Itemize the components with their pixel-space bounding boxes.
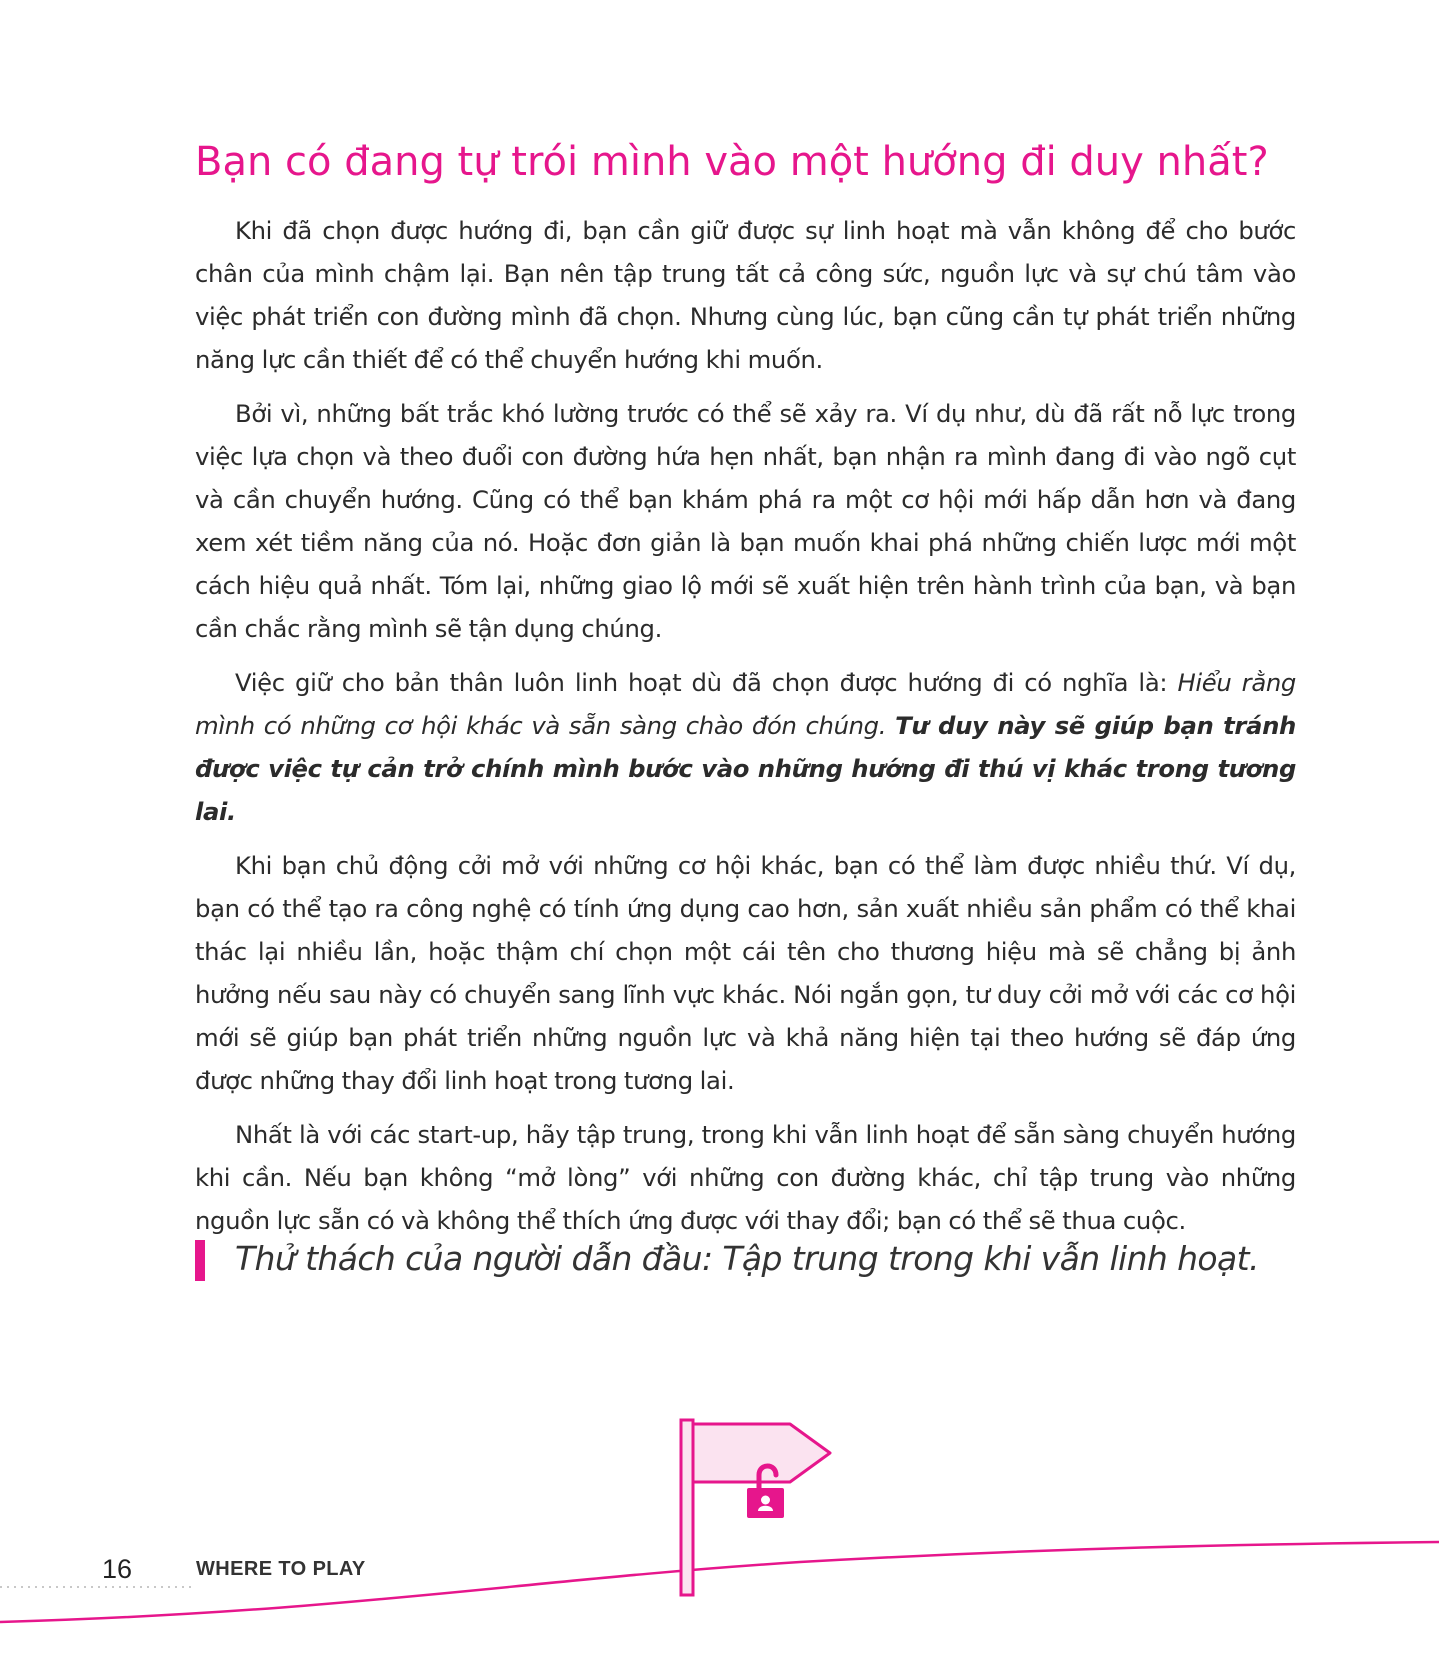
paragraph-3-italic: Hiểu rằng mình có những cơ hội khác và sẵn sàng chào đón chúng. [195, 668, 1296, 740]
paragraph-4: Khi bạn chủ động cởi mở với những cơ hội khác, bạn có thể làm được nhiều thứ. Ví dụ, bạn có thể tạo ra công nghệ có tính ứng dụng cao hơn, sản xuất nhiều sản phẩm có thể khai thác lại nhiều lần, hoặc thậm chí chọn một cái tên cho thương hiệu mà sẽ chẳng bị ảnh hưởng nếu sau này có chuyển sang lĩnh vực khác. Nói ngắn gọn, tư duy cởi mở với các cơ hội mới sẽ giúp bạn phát triển những nguồn lực và khả năng hiện tại theo hướng sẽ đáp ứng được những thay đổi linh hoạt trong tương lai. [195, 851, 1296, 1095]
page-number: 16 [102, 1554, 133, 1584]
paragraph-3-bold-italic: Tư duy này sẽ giúp bạn tránh được việc tự cản trở chính mình bước vào những hướng đi thú vị khác trong tương lai. [195, 711, 1296, 826]
leader-challenge-text: Thử thách của người dẫn đầu: Tập trung trong khi vẫn linh hoạt. [235, 1239, 1259, 1278]
running-header: WHERE TO PLAY [196, 1558, 366, 1580]
paragraph-5: Nhất là với các start-up, hãy tập trung, trong khi vẫn linh hoạt để sẵn sàng chuyển hướng khi cần. Nếu bạn không “mở lòng” với những con đường khác, chỉ tập trung vào những nguồn lực sẵn có và không thể thích ứng được với thay đổi; bạn có thể sẽ thua cuộc. [195, 1120, 1296, 1235]
footer-illustration [0, 1400, 1439, 1678]
paragraph-1: Khi đã chọn được hướng đi, bạn cần giữ được sự linh hoạt mà vẫn không để cho bước chân của mình chậm lại. Bạn nên tập trung tất cả công sức, nguồn lực và sự chú tâm vào việc phát triển con đường mình đã chọn. Nhưng cùng lúc, bạn cũng cần tự phát triển những năng lực cần thiết để có thể chuyển hướng khi muốn. [195, 216, 1296, 374]
leader-challenge-callout [195, 1234, 1345, 1284]
body-text [195, 209, 1296, 1253]
callout-accent-bar [195, 1240, 205, 1281]
paragraph-3-lead: Việc giữ cho bản thân luôn linh hoạt dù đã chọn được hướng đi có nghĩa là: [235, 668, 1178, 697]
paragraph-2: Bởi vì, những bất trắc khó lường trước có thể sẽ xảy ra. Ví dụ như, dù đã rất nỗ lực trong việc lựa chọn và theo đuổi con đường hứa hẹn nhất, bạn nhận ra mình đang đi vào ngõ cụt và cần chuyển hướng. Cũng có thể bạn khám phá ra một cơ hội mới hấp dẫn hơn và đang xem xét tiềm năng của nó. Hoặc đơn giản là bạn muốn khai phá những chiến lược mới một cách hiệu quả nhất. Tóm lại, những giao lộ mới sẽ xuất hiện trên hành trình của bạn, và bạn cần chắc rằng mình sẽ tận dụng chúng. [195, 399, 1296, 643]
page-title: Bạn có đang tự trói mình vào một hướng đi duy nhất? [195, 139, 1269, 185]
horizon-curve [0, 1542, 1439, 1622]
paragraph-3 [195, 661, 1296, 833]
